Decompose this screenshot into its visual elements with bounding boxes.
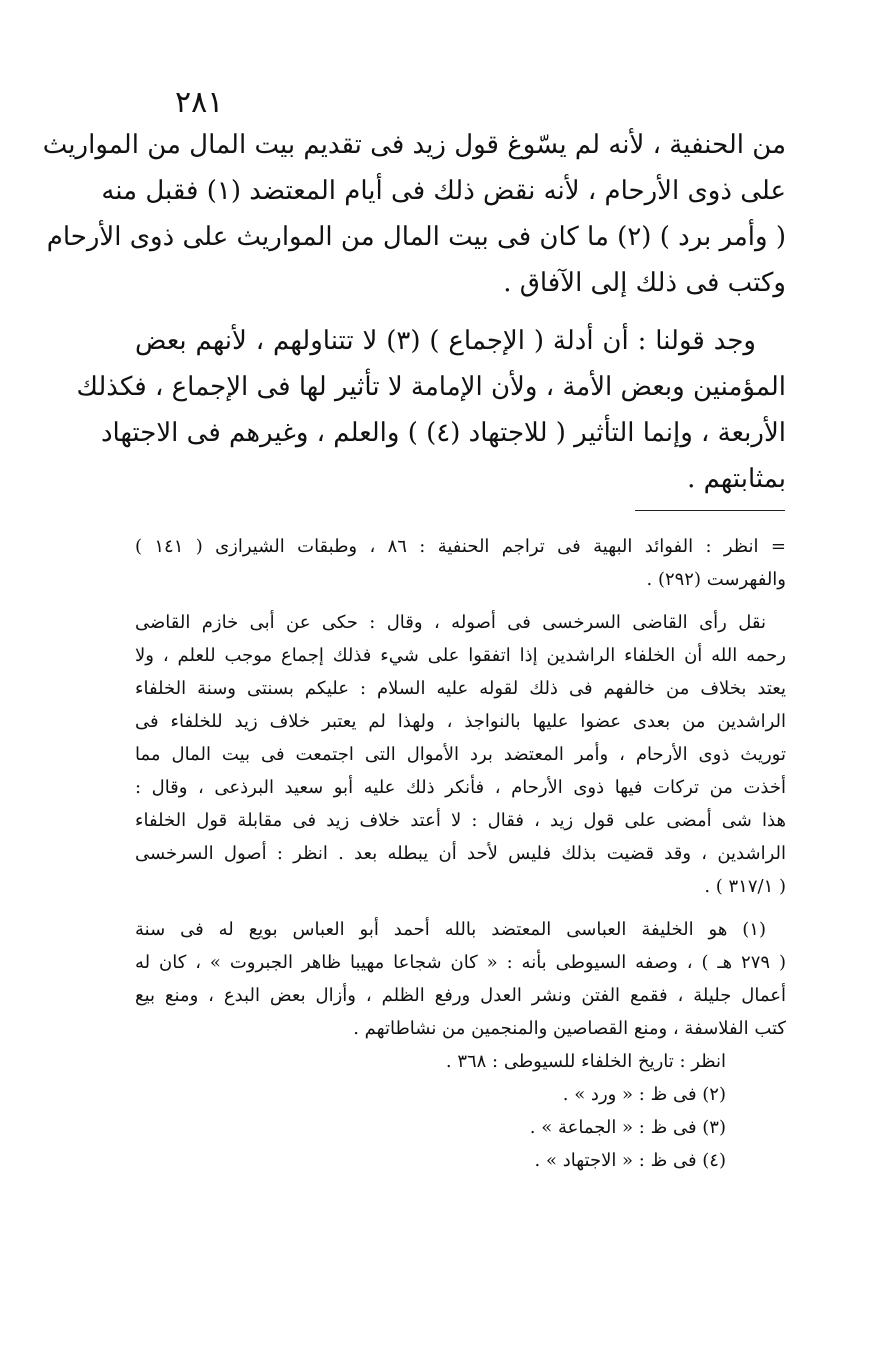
- footnote-line: والفهرست (٢٩٢) .: [646, 569, 786, 590]
- footnote-line: (٤) فى ظ : « الاجتهاد » .: [534, 1150, 726, 1171]
- footnote-line: انظر : تاريخ الخلفاء للسيوطى : ٣٦٨ .: [445, 1051, 726, 1072]
- footnote-line: أعمال جليلة ، فقمع الفتن ونشر العدل ورفع الظلم ، وأزال بعض البدع ، ومنع بيع: [135, 985, 786, 1006]
- footnote-line: (١) هو الخليفة العباسى المعتضد بالله أحمد أبو العباس بويع له فى سنة: [135, 919, 766, 940]
- footnote-line: ( ٢٧٩ هـ ) ، وصفه السيوطى بأنه : « كان شجاعا مهيبا ظاهر الجبروت » ، كان له: [135, 952, 786, 973]
- footnote-line: (٣) فى ظ : « الجماعة » .: [529, 1117, 726, 1138]
- main-text-line: على ذوى الأرحام ، لأنه نقض ذلك فى أيام المعتضد (١) فقبل منه: [101, 176, 786, 206]
- footnote-line: ( ٣١٧/١ ) .: [704, 876, 786, 897]
- footnote-line: الراشدين ، وقد قضيت بذلك فليس لأحد أن يبطله بعد . انظر : أصول السرخسى: [135, 843, 786, 864]
- main-text-line: وجد قولنا : أن أدلة ( الإجماع ) (٣) لا تتناولهم ، لأنهم بعض: [135, 326, 756, 356]
- main-text-line: وكتب فى ذلك إلى الآفاق .: [503, 268, 786, 298]
- main-text: [42, 122, 786, 502]
- footnote-divider: [635, 510, 785, 511]
- page-number: ٢٨١: [175, 85, 224, 120]
- footnote-line: كتب الفلاسفة ، ومنع القصاصين والمنجمين من نشاطاتهم .: [353, 1018, 786, 1039]
- footnote-line: نقل رأى القاضى السرخسى فى أصوله ، وقال : حكى عن أبى خازم القاضى: [135, 612, 766, 633]
- main-text-line: ( وأمر برد ) (٢) ما كان فى بيت المال من المواريث على ذوى الأرحام: [46, 222, 786, 252]
- footnote-line: توريث ذوى الأرحام ، وأمر المعتضد برد الأموال التى اجتمعت فى بيت المال مما: [135, 744, 786, 765]
- footnote-line: أخذت من تركات فيها ذوى الأرحام ، فأنكر ذلك عليه أبو سعيد البرذعى ، وقال :: [135, 777, 786, 798]
- footnote-line: = انظر : الفوائد البهية فى تراجم الحنفية : ٨٦ ، وطبقات الشيرازى ( ١٤١ ): [135, 536, 786, 557]
- footnote-line: يعتد بخلاف من خالفهم فى ذلك لقوله عليه السلام : عليكم بسنتى وسنة الخلفاء: [135, 678, 786, 699]
- footnotes: [135, 530, 786, 1177]
- main-text-line: بمثابتهم .: [687, 464, 786, 494]
- footnote-line: رحمه الله أن الخلفاء الراشدين إذا اتفقوا على شيء فذلك إجماع موجب للعلم ، ولا: [135, 645, 786, 666]
- footnote-line: الراشدين من بعدى عضوا عليها بالنواجذ ، ولهذا لم يعتبر خلاف زيد للخلفاء فى: [135, 711, 786, 732]
- main-text-line: الأربعة ، وإنما التأثير ( للاجتهاد (٤) ) والعلم ، وغيرهم فى الاجتهاد: [100, 418, 786, 448]
- main-text-line: من الحنفية ، لأنه لم يسّوغ قول زيد فى تقديم بيت المال من المواريث: [42, 130, 786, 160]
- footnote-line: هذا شى أمضى على قول زيد ، فقال : لا أعتد خلاف زيد فى مقابلة قول الخلفاء: [135, 810, 786, 831]
- main-text-line: المؤمنين وبعض الأمة ، ولأن الإمامة لا تأثير لها فى الإجماع ، فكذلك: [76, 372, 786, 402]
- footnote-line: (٢) فى ظ : « ورد » .: [562, 1084, 726, 1105]
